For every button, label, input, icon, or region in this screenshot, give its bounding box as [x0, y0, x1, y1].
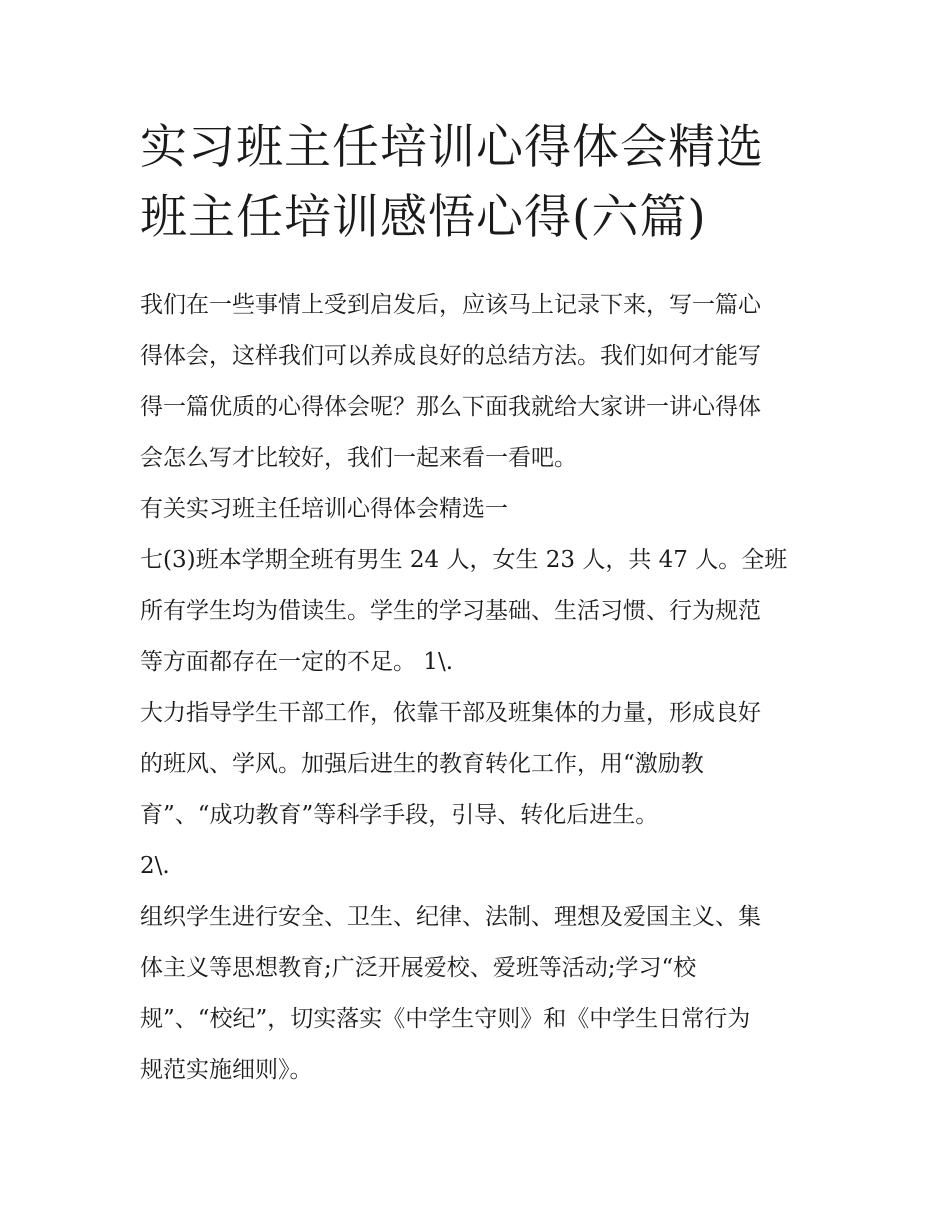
body-line: 大力指导学生干部工作，依靠干部及班集体的力量，形成良好	[140, 700, 761, 726]
body-line: 得体会，这样我们可以养成良好的总结方法。我们如何才能写	[140, 343, 761, 369]
body-line: 规”、“校纪”，切实落实《中学生守则》和《中学生日常行为	[140, 1006, 751, 1032]
body-line: 育”、“成功教育”等科学手段，引导、转化后进生。	[140, 802, 659, 828]
body-line: 2\.	[140, 853, 170, 879]
title-line-2: 班主任培训感悟心得(六篇)	[140, 190, 707, 245]
document-body	[140, 280, 830, 1096]
body-line: 我们在一些事情上受到启发后，应该马上记录下来，写一篇心	[140, 292, 761, 318]
document-title	[140, 113, 830, 253]
section-heading: 有关实习班主任培训心得体会精选一	[140, 496, 508, 522]
body-line: 体主义等思想教育;广泛开展爱校、爱班等活动;学习“校	[140, 955, 697, 981]
body-line: 所有学生均为借读生。学生的学习基础、生活习惯、行为规范	[140, 598, 761, 624]
title-line-1: 实习班主任培训心得体会精选	[140, 120, 764, 175]
body-line: 组织学生进行安全、卫生、纪律、法制、理想及爱国主义、集	[140, 904, 761, 930]
body-line: 会怎么写才比较好，我们一起来看一看吧。	[140, 445, 577, 471]
body-line: 的班风、学风。加强后进生的教育转化工作，用“激励教	[140, 751, 704, 777]
body-line: 规范实施细则》。	[140, 1057, 313, 1083]
body-line: 七(3)班本学期全班有男生 24 人，女生 23 人，共 47 人。全班	[140, 547, 788, 573]
body-line: 等方面都存在一定的不足。 1\.	[140, 649, 454, 675]
body-line: 得一篇优质的心得体会呢？那么下面我就给大家讲一讲心得体	[140, 394, 761, 420]
